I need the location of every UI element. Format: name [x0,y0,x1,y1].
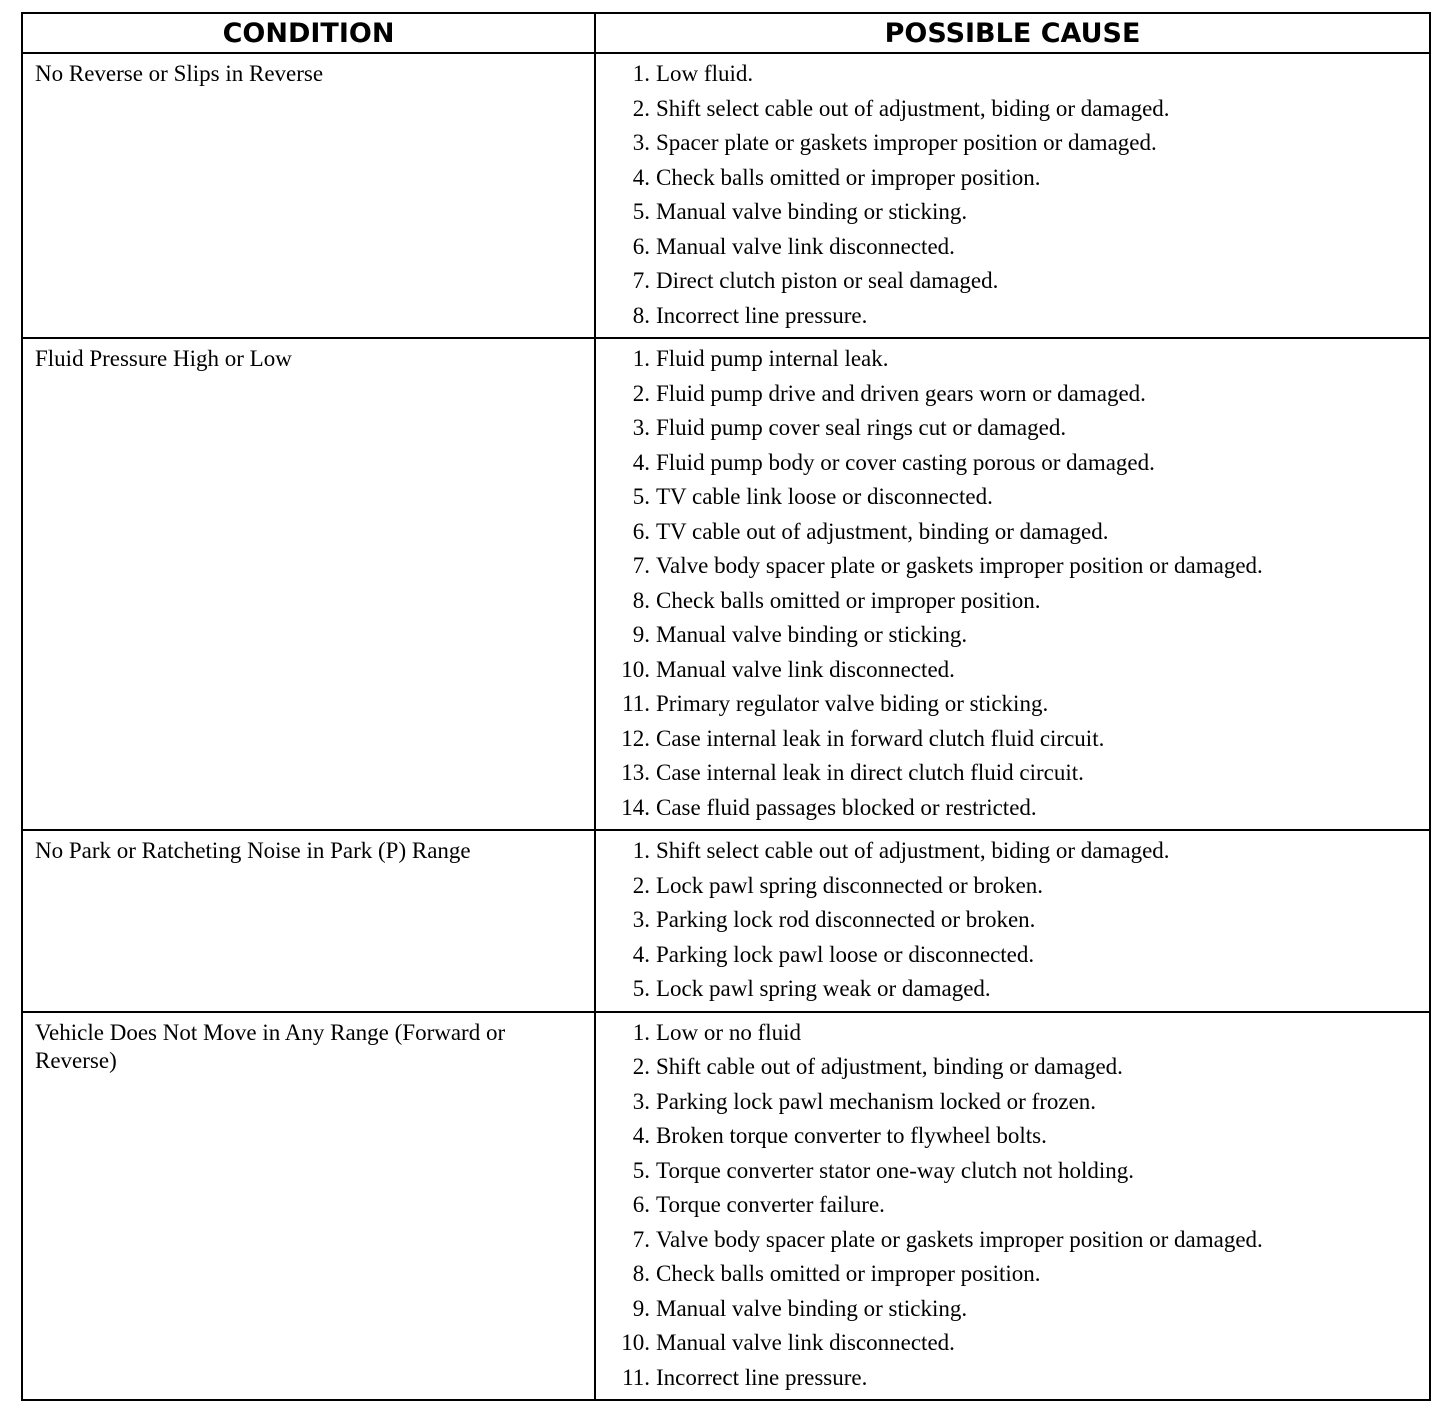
cause-number: 1. [632,838,650,863]
cause-item [596,618,1423,653]
cause-number: 11. [622,1364,650,1390]
cause-number: 4. [632,449,650,475]
cause-list [596,57,1423,333]
condition-cell: Vehicle Does Not Move in Any Range (Forward or Reverse) [22,1012,595,1401]
cause-item [596,1119,1423,1154]
table-row [22,830,1430,1012]
cause-item [596,299,1423,334]
cause-text: TV cable out of adjustment, binding or damaged. [656,518,1109,544]
cause-text: Fluid pump cover seal rings cut or damaged. [656,415,1067,440]
cause-item [596,92,1423,127]
cause-item [596,1085,1423,1120]
cause-item [596,687,1423,722]
cause-number: 5. [632,484,650,509]
cause-item [596,480,1423,515]
cause-text: Case fluid passages blocked or restricted. [656,794,1037,820]
cause-item [596,722,1423,757]
cause-text: Parking lock rod disconnected or broken. [656,907,1036,932]
cause-item [596,515,1423,550]
cause-text: Low fluid. [656,61,754,86]
cause-text: Primary regulator valve biding or sticking. [656,691,1049,716]
cause-item [596,1257,1423,1292]
cause-item [596,1154,1423,1189]
cause-text: Valve body spacer plate or gaskets improper position or damaged. [656,553,1263,578]
cause-item [596,195,1423,230]
cause-item [596,549,1423,584]
cause-number: 4. [632,1123,650,1148]
cause-item [596,1050,1423,1085]
cause-item [596,57,1423,92]
cause-text: Lock pawl spring disconnected or broken. [656,872,1044,898]
cause-item [596,1188,1423,1223]
cause-number: 5. [632,199,650,224]
cause-number: 6. [632,233,650,259]
cause-item [596,446,1423,481]
table-row [22,53,1430,338]
header-row [22,13,1430,53]
cause-text: Parking lock pawl mechanism locked or frozen. [656,1088,1097,1114]
cause-text: TV cable link loose or disconnected. [656,484,993,509]
cause-number: 3. [632,1088,650,1114]
cause-number: 4. [632,164,650,190]
cause-text: Valve body spacer plate or gaskets improper position or damaged. [656,1226,1263,1252]
table-row [22,338,1430,830]
cause-list [596,342,1423,825]
cause-number: 4. [632,941,650,967]
cause-text: Check balls omitted or improper position. [656,1261,1041,1286]
cause-list [596,834,1423,1007]
cause-text: Manual valve link disconnected. [656,1330,955,1355]
cause-list [596,1016,1423,1396]
cause-number: 2. [632,95,650,121]
possible-cause-header: POSSIBLE CAUSE [595,13,1430,53]
cause-text: Fluid pump internal leak. [656,346,889,371]
cause-text: Manual valve binding or sticking. [656,1295,968,1321]
cause-text: Case internal leak in forward clutch fluid circuit. [656,725,1105,751]
cause-item [596,411,1423,446]
cause-text: Fluid pump drive and driven gears worn or damaged. [656,380,1146,406]
cause-item [596,161,1423,196]
cause-text: Torque converter failure. [656,1192,885,1217]
cause-text: Direct clutch piston or seal damaged. [656,268,999,293]
cause-text: Low or no fluid [656,1019,802,1045]
cause-number: 8. [632,302,650,328]
cause-text: Spacer plate or gaskets improper position or damaged. [656,130,1157,155]
cause-number: 7. [632,268,650,293]
possible-cause-cell [595,830,1430,1012]
cause-item [596,1223,1423,1258]
cause-text: Incorrect line pressure. [656,1364,868,1390]
cause-text: Shift select cable out of adjustment, biding or damaged. [656,838,1170,863]
cause-text: Torque converter stator one-way clutch not holding. [656,1157,1135,1183]
cause-number: 10. [621,1330,650,1355]
cause-item [596,791,1423,826]
table-row [22,1012,1430,1401]
cause-text: Check balls omitted or improper position. [656,164,1041,190]
cause-item [596,1016,1423,1051]
cause-text: Manual valve link disconnected. [656,233,955,259]
cause-item [596,834,1423,869]
cause-number: 12. [621,725,650,751]
cause-number: 13. [621,760,650,785]
cause-item [596,756,1423,791]
possible-cause-cell [595,1012,1430,1401]
cause-item [596,264,1423,299]
cause-number: 5. [632,1157,650,1183]
cause-number: 1. [632,346,650,371]
cause-item [596,1361,1423,1396]
cause-item [596,342,1423,377]
cause-item [596,938,1423,973]
cause-number: 7. [632,553,650,578]
cause-number: 10. [621,656,650,682]
cause-text: Broken torque converter to flywheel bolts. [656,1123,1047,1148]
cause-number: 2. [632,872,650,898]
cause-text: Shift cable out of adjustment, binding or damaged. [656,1054,1123,1079]
cause-item [596,653,1423,688]
cause-number: 2. [632,1054,650,1079]
cause-number: 5. [632,976,650,1001]
cause-number: 3. [632,130,650,155]
cause-text: Manual valve link disconnected. [656,656,955,682]
cause-text: Parking lock pawl loose or disconnected. [656,941,1035,967]
table-body [22,53,1430,1400]
cause-item [596,584,1423,619]
cause-item [596,1292,1423,1327]
cause-number: 9. [632,622,650,647]
condition-cell: Fluid Pressure High or Low [22,338,595,830]
diagnosis-table [21,12,1431,1401]
cause-item [596,230,1423,265]
possible-cause-cell [595,53,1430,338]
cause-text: Lock pawl spring weak or damaged. [656,976,991,1001]
cause-text: Manual valve binding or sticking. [656,199,968,224]
cause-number: 8. [632,587,650,613]
cause-text: Fluid pump body or cover casting porous or damaged. [656,449,1155,475]
cause-number: 8. [632,1261,650,1286]
cause-text: Case internal leak in direct clutch fluid circuit. [656,760,1084,785]
cause-number: 14. [621,794,650,820]
cause-number: 9. [632,1295,650,1321]
cause-text: Check balls omitted or improper position. [656,587,1041,613]
cause-text: Incorrect line pressure. [656,302,868,328]
condition-header: CONDITION [22,13,595,53]
condition-cell: No Reverse or Slips in Reverse [22,53,595,338]
cause-item [596,972,1423,1007]
cause-number: 7. [632,1226,650,1252]
cause-number: 11. [622,691,650,716]
cause-number: 6. [632,1192,650,1217]
cause-text: Manual valve binding or sticking. [656,622,968,647]
cause-text: Shift select cable out of adjustment, biding or damaged. [656,95,1170,121]
cause-item [596,377,1423,412]
cause-number: 1. [632,61,650,86]
cause-number: 2. [632,380,650,406]
cause-item [596,903,1423,938]
cause-item [596,126,1423,161]
cause-number: 6. [632,518,650,544]
cause-item [596,869,1423,904]
condition-cell: No Park or Ratcheting Noise in Park (P) Range [22,830,595,1012]
cause-number: 3. [632,907,650,932]
cause-item [596,1326,1423,1361]
cause-number: 1. [632,1019,650,1045]
cause-number: 3. [632,415,650,440]
possible-cause-cell [595,338,1430,830]
